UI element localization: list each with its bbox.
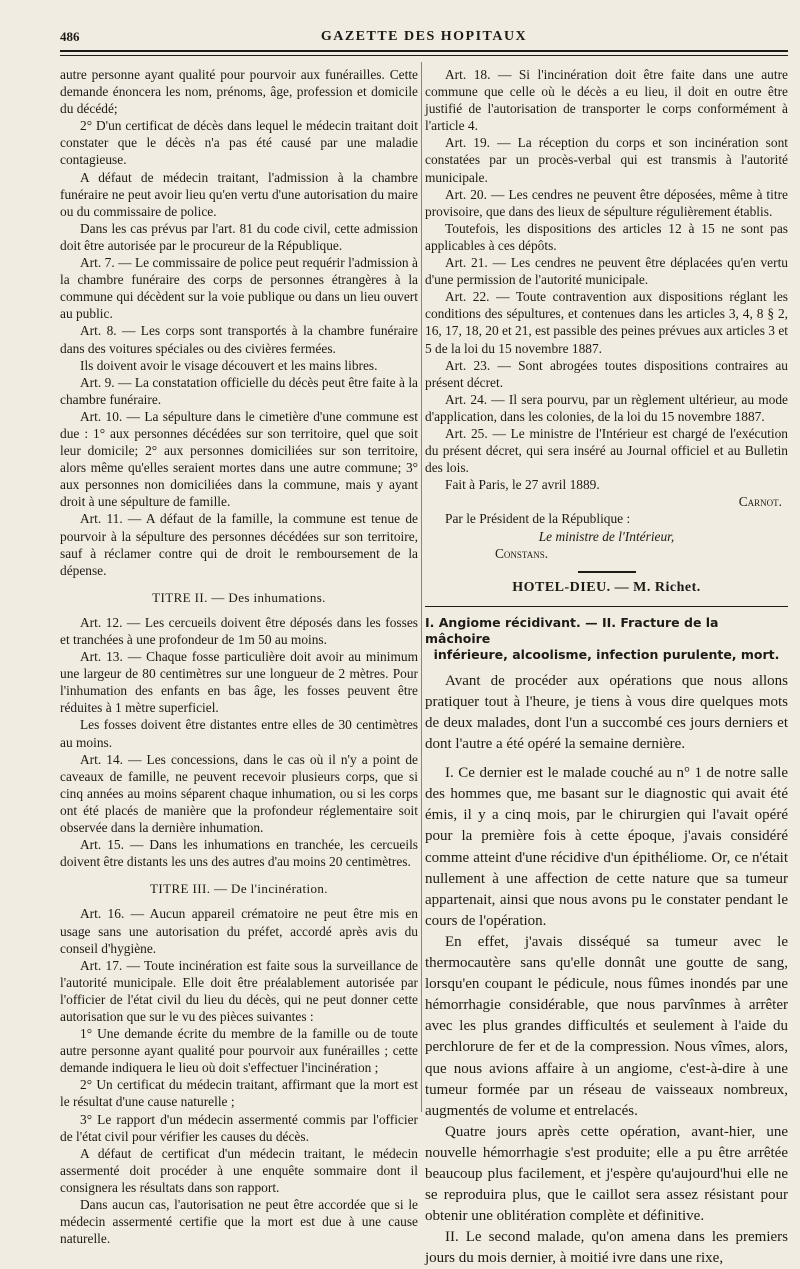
paragraph: 3° Le rapport d'un médecin assermenté commis par l'officier de l'état civil pour vérifier les causes du décès. xyxy=(60,1111,418,1144)
article-paragraph: Art. 21. — Les cendres ne peuvent être déplacées qu'en vertu d'une permission de l'autorité municipale. xyxy=(425,255,788,288)
president-line: Par le Président de la République : xyxy=(445,511,631,527)
article-paragraph: Art. 11. — A défaut de la famille, la commune est tenue de pourvoir à la sépulture des personnes décédées sur son territoire, sauf à réclamer contre qui de droit le remboursement de la dépense. xyxy=(60,511,418,578)
ministre-line: Le ministre de l'Intérieur, xyxy=(538,528,675,544)
paragraph: 2° D'un certificat de décès dans lequel le médecin traitant doit constater que le décès n'a pas été causé par une maladie contagieuse. xyxy=(60,118,418,168)
article-paragraph: Art. 25. — Le ministre de l'Intérieur est chargé de l'exécution du présent décret, qui sera inséré au Journal officiel et au Bulletin des lois. xyxy=(425,425,788,476)
lecture-body xyxy=(425,671,788,1269)
lecture-paragraph: Quatre jours après cette opération, avant-hier, une nouvelle hémorrhagie s'est produite; elle a pu être arrêtée beaucoup plus facilement, et j'espère qu'aujourd'hui elle ne se reproduira plus, que le caillot sera assez résistant pour obtenir une oblitération complète et définitive. xyxy=(425,1123,788,1225)
article-paragraph: Art. 18. — Si l'incinération doit être faite dans une autre commune que celle où le décès a eu lieu, il doit en outre être justifié de l'autorisation de transporter le corps conformément à l'article 4. xyxy=(425,67,788,134)
article-paragraph: Art. 9. — La constatation officielle du décès peut être faite à la chambre funéraire. xyxy=(60,374,418,407)
paragraph: Ils doivent avoir le visage découvert et les mains libres. xyxy=(80,357,378,373)
article-paragraph: Art. 16. — Aucun appareil crématoire ne peut être mis en usage sans une autorisation du préfet, accordé après avis du conseil d'hygiène. xyxy=(60,906,418,956)
date-line: Fait à Paris, le 27 avril 1889. xyxy=(445,477,600,493)
article-paragraph: Art. 22. — Toute contravention aux dispositions réglant les conditions des sépultures, et contenues dans les articles 3, 4, 8 § 2, 16, 17, 18, 20 et 21, est passible des peines prévues aux articles 3 et 5 de la loi du 15 novembre 1887. xyxy=(425,289,788,356)
page-number: 486 xyxy=(60,29,80,44)
paragraph: 2° Un certificat du médecin traitant, affirmant que la mort est le résultat d'une cause naturelle ; xyxy=(60,1077,418,1110)
page-header xyxy=(60,29,788,49)
section-separator xyxy=(578,571,636,573)
header-rule xyxy=(60,50,788,52)
signature-constans: Constans. xyxy=(495,545,549,561)
article-paragraph: Art. 8. — Les corps sont transportés à la chambre funéraire dans des voitures spéciales ou des civières fermées. xyxy=(60,323,418,356)
article-paragraph: Art. 19. — La réception du corps et son incinération sont constatées par un procès-verbal qui est transmis à l'autorité municipale. xyxy=(425,135,788,185)
article-paragraph: Art. 13. — Chaque fosse particulière doit avoir au minimum une largeur de 80 centimètres sur une longueur de 2 mètres. Pour l'inhumation des enfants en bas âge, les fosses peuvent être réduites à 1 mètre superficiel. xyxy=(60,649,418,716)
article-paragraph: Art. 14. — Les concessions, dans le cas où il n'y a point de caveaux de famille, ne peuvent recevoir plusieurs corps, que si cinq années au moins séparent chaque inhumation, ou si les corps ont été placés de manière que la profondeur réglementaire soit observée dans la dernière inhumation. xyxy=(60,751,418,836)
journal-title: GAZETTE DES HOPITAUX xyxy=(320,29,528,44)
department-heading: HOTEL-DIEU. — M. Richet. xyxy=(512,579,701,595)
article-paragraph: Art. 24. — Il sera pourvu, par un règlement ultérieur, au mode d'application, dans les colonies, de la loi du 15 novembre 1887. xyxy=(425,391,788,424)
paragraph: autre personne ayant qualité pour pourvoir aux funérailles. Cette demande énoncera les nom, prénoms, âge, profession et domicile du décédé; xyxy=(60,67,418,117)
section-rule xyxy=(425,606,788,607)
paragraph: A défaut de certificat d'un médecin traitant, le médecin assermenté doit procéder à une enquête sommaire dont il consignera les résultats dans son rapport. xyxy=(60,1145,418,1195)
paragraph: A défaut de médecin traitant, l'admission à la chambre funéraire ne peut avoir lieu qu'en vertu d'une autorisation du maire ou du commissaire de police. xyxy=(60,169,418,219)
paragraph: Dans aucun cas, l'autorisation ne peut être accordée que si le médecin assermenté certifie que la mort est due à une cause naturelle. xyxy=(60,1197,418,1247)
article-paragraph: Art. 23. — Sont abrogées toutes dispositions contraires au présent décret. xyxy=(425,357,788,390)
article-paragraph: Art. 7. — Le commissaire de police peut requérir l'admission à la chambre funéraire des corps de personnes étrangères à la commune qui décèdent sur la voie publique ou dans un lieu ouvert au public. xyxy=(60,255,418,322)
article-paragraph: Art. 17. — Toute incinération est faite sous la surveillance de l'autorité municipale. Elle doit être préalablement autorisée par l'officier de l'état civil du lieu du décès, qui ne peut donner cette autorisation que sur le vu des pièces suivantes : xyxy=(60,957,418,1024)
column-divider xyxy=(421,62,422,1112)
paragraph: Les fosses doivent être distantes entre elles de 30 centimètres au moins. xyxy=(60,717,418,750)
header-rule-thin xyxy=(60,55,788,56)
case-heading xyxy=(425,615,788,663)
paragraph: 1° Une demande écrite du membre de la famille ou de toute autre personne ayant qualité pour pourvoir aux funérailles ; cette demande indiquera le lieu où doit s'effectuer l'incinération ; xyxy=(60,1026,418,1076)
lecture-paragraph: II. Le second malade, qu'on amena dans les premiers jours du mois dernier, à moitié ivre dans une rixe, xyxy=(425,1229,788,1267)
case-heading-line-2: inférieure, alcoolisme, infection purulente, mort. xyxy=(433,646,780,662)
section-title-titre-3: TITRE III. — De l'incinération. xyxy=(150,881,328,897)
lecture-paragraph: I. Ce dernier est le malade couché au n° 1 de notre salle des hommes que, me basant sur le diagnostic qui avait été émis, il y a cinq mois, par le chirurgien qui l'avait opéré pour la première fois à cette époque, j'avais considéré comme atteint d'une récidive d'un épithéliome. Or, ce n'était nullement à une affection de cette nature que sa tumeur appartenait, ainsi que nous avons pu le constater pendant le cours de l'opération. xyxy=(425,765,788,929)
right-column xyxy=(425,66,788,1269)
lecture-paragraph: Avant de procéder aux opérations que nous allons pratiquer tout à l'heure, je tiens à vous dire quelques mots de deux malades, dont l'un a succombé ces jours derniers et dont l'autre a été opéré la semaine dernière. xyxy=(425,672,788,753)
signature-carnot: Carnot. xyxy=(738,494,782,510)
article-paragraph: Art. 15. — Dans les inhumations en tranchée, les cercueils doivent être distants les uns des autres d'au moins 20 centimètres. xyxy=(60,837,418,870)
article-paragraph: Art. 10. — La sépulture dans le cimetière d'une commune est due : 1° aux personnes décédées sur son territoire, quel que soit leur domicile; 2° aux personnes domiciliées sur son territoire, alors même qu'elles seraient mortes dans une autre commune; 3° aux personnes non domiciliées dans la commune, mais y ayant droit à une sépulture de famille. xyxy=(60,408,418,510)
paragraph: Dans les cas prévus par l'art. 81 du code civil, cette admission doit être autorisée par le procureur de la République. xyxy=(60,220,418,253)
section-title-titre-2: TITRE II. — Des inhumations. xyxy=(152,589,326,605)
paragraph: Toutefois, les dispositions des articles 12 à 15 ne sont pas applicables à ces dépôts. xyxy=(425,220,788,253)
left-column xyxy=(60,66,418,1247)
lecture-paragraph: En effet, j'avais disséqué sa tumeur avec le thermocautère sans qu'elle donnât une goutte de sang, lorsqu'en coupant le pédicule, nous fûmes inondés par une hémorrhagie considérable, que nous parvînmes à arrêter avec les plus grandes difficultés et seulement à l'aide du perchlorure de fer et de la compression. Nous vîmes, alors, que nous avions affaire à un angiome, c'est-à-dire à une tumeur formée par un réseau de vaisseaux nombreux, augmentés de volume et entrelacés. xyxy=(425,933,788,1119)
article-paragraph: Art. 20. — Les cendres ne peuvent être déposées, même à titre provisoire, que dans des lieux de sépulture régulièrement établis. xyxy=(425,186,788,219)
article-paragraph: Art. 12. — Les cercueils doivent être déposés dans les fosses et tranchées à une profondeur de 1m 50 au moins. xyxy=(60,614,418,647)
case-heading-line-1: I. Angiome récidivant. — II. Fracture de la mâchoire xyxy=(425,614,719,646)
